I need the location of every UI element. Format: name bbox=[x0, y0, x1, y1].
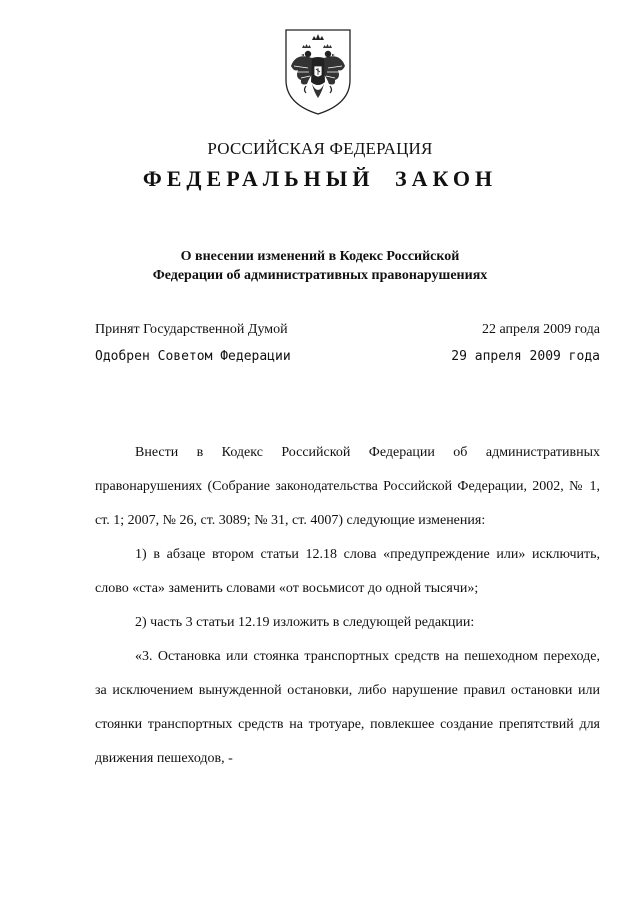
body-paragraph: 1) в абзаце втором статьи 12.18 слова «предупреждение или» исключить, слово «ста» заменить словами «от восьмисот до одной тысячи»; bbox=[95, 547, 600, 596]
council-label: Одобрен Советом Федерации bbox=[95, 349, 291, 364]
body-paragraph: Внести в Кодекс Российской Федерации об административных правонарушениях (Собрание законодательства Российской Федерации, 2002, № 1, ст. 1; 2007, № 26, ст. 3089; № 31, ст. 4007) следующие изменения: bbox=[95, 445, 600, 528]
law-type-heading: ФЕДЕРАЛЬНЫЙ ЗАКОН bbox=[142, 166, 498, 191]
russian-coat-of-arms-icon bbox=[282, 26, 354, 116]
law-title bbox=[0, 247, 640, 285]
duma-label: Принят Государственной Думой bbox=[95, 322, 288, 337]
adoption-duma-row bbox=[95, 322, 600, 338]
law-title-line: Федерации об административных правонарушениях bbox=[152, 268, 488, 283]
law-body bbox=[95, 436, 600, 776]
duma-date: 22 апреля 2009 года bbox=[482, 322, 600, 337]
body-paragraph: 2) часть 3 статьи 12.19 изложить в следующей редакции: bbox=[135, 615, 475, 630]
council-date: 29 апреля 2009 года bbox=[451, 349, 600, 364]
adoption-council-row bbox=[95, 349, 600, 364]
law-title-line: О внесении изменений в Кодекс Российской bbox=[180, 249, 460, 264]
country-name: РОССИЙСКАЯ ФЕДЕРАЦИЯ bbox=[207, 139, 433, 158]
body-paragraph: «3. Остановка или стоянка транспортных средств на пешеходном переходе, за исключением вынужденной остановки, либо нарушение правил остановки или стоянки транспортных средств на тротуаре, повлекшее создание препятствий для движения пешеходов, - bbox=[95, 649, 600, 766]
